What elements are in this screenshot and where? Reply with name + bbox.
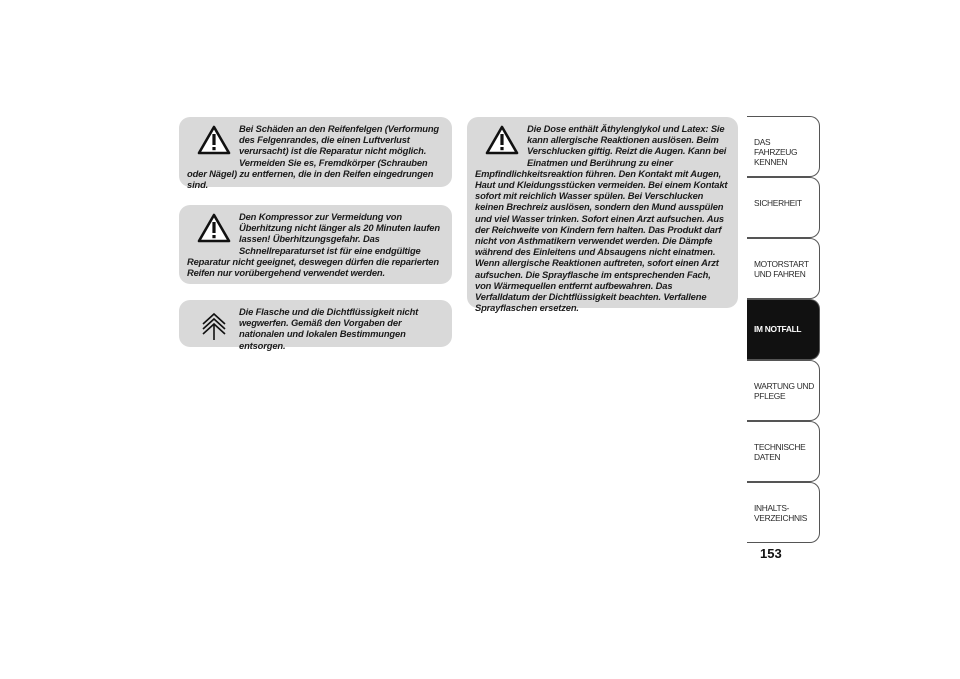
- warning-triangle-icon: [197, 125, 231, 159]
- tab-technische-daten[interactable]: TECHNISCHE DATEN: [747, 421, 820, 482]
- warning-triangle-icon: [197, 213, 231, 247]
- page-number: 153: [760, 546, 782, 561]
- environment-tree-icon: [197, 308, 231, 342]
- note-text: Die Flasche und die Dichtflüssigkeit nicht wegwerfen. Gemäß den Vorgaben der nationalen und lokalen Bestimmungen entsorgen.: [239, 306, 419, 351]
- warning-text: Den Kompressor zur Vermeidung von Überhitzung nicht länger als 20 Minuten laufen lassen! Überhitzungsgefahr. Das Schnellreparaturset ist für eine endgültige Reparatur nicht geeignet, deswegen dürfen die reparierten Reifen nur vorübergehend verwendet werden.: [187, 211, 440, 279]
- tab-im-notfall[interactable]: IM NOTFALL: [747, 299, 820, 360]
- warning-text: Bei Schäden an den Reifenfelgen (Verformung des Felgenrandes, die einen Luftverlust verursacht) ist die Reparatur nicht möglich. Vermeiden Sie es, Fremdkörper (Schrauben oder Nägel) zu entfernen, die in den Reifen eingedrungen sind.: [187, 123, 440, 191]
- tab-sicherheit[interactable]: SICHERHEIT: [747, 177, 820, 238]
- warning-triangle-icon: [485, 125, 519, 159]
- chapter-tabs: [747, 116, 820, 543]
- warning-box-compressor: [179, 205, 452, 284]
- tab-motorstart-und-fahren[interactable]: MOTORSTART UND FAHREN: [747, 238, 820, 299]
- tab-das-fahrzeug-kennen[interactable]: DAS FAHRZEUG KENNEN: [747, 116, 820, 177]
- tab-inhaltsverzeichnis[interactable]: INHALTS-VERZEICHNIS: [747, 482, 820, 543]
- warning-text: Die Dose enthält Äthylenglykol und Latex: Sie kann allergische Reaktionen auslösen. Beim Verschlucken giftig. Reizt die Augen. Kann bei Einatmen und Berührung zu einer Empfindlichkeitsreaktion führen. Den Kontakt mit Augen, Haut und Kleidungsstücken vermeiden. Bei einem Kontakt sofort mit reichlich Wasser spülen. Bei Verschlucken keinen Brechreiz auslösen, sondern den Mund ausspülen und viel Wasser trinken. Sofort einen Arzt aufsuchen. Aus der Reichweite von Kindern fern halten. Das Produkt darf nicht von Asthmatikern verwendet werden. Die Dämpfe während des Einleitens und Absaugens nicht einatmen. Wenn allergische Reaktionen auftreten, sofort einen Arzt aufsuchen. Die Sprayflasche im entsprechenden Fach, von Wärmequellen entfernt aufbewahren. Das Verfalldatum der Dichtflüssigkeit beachten. Verfallene Sprayflaschen ersetzen.: [475, 123, 728, 314]
- warning-box-sealant: [467, 117, 738, 314]
- environment-note-box: [179, 300, 452, 351]
- tab-wartung-und-pflege[interactable]: WARTUNG UND PFLEGE: [747, 360, 820, 421]
- warning-box-rim-damage: [179, 117, 452, 191]
